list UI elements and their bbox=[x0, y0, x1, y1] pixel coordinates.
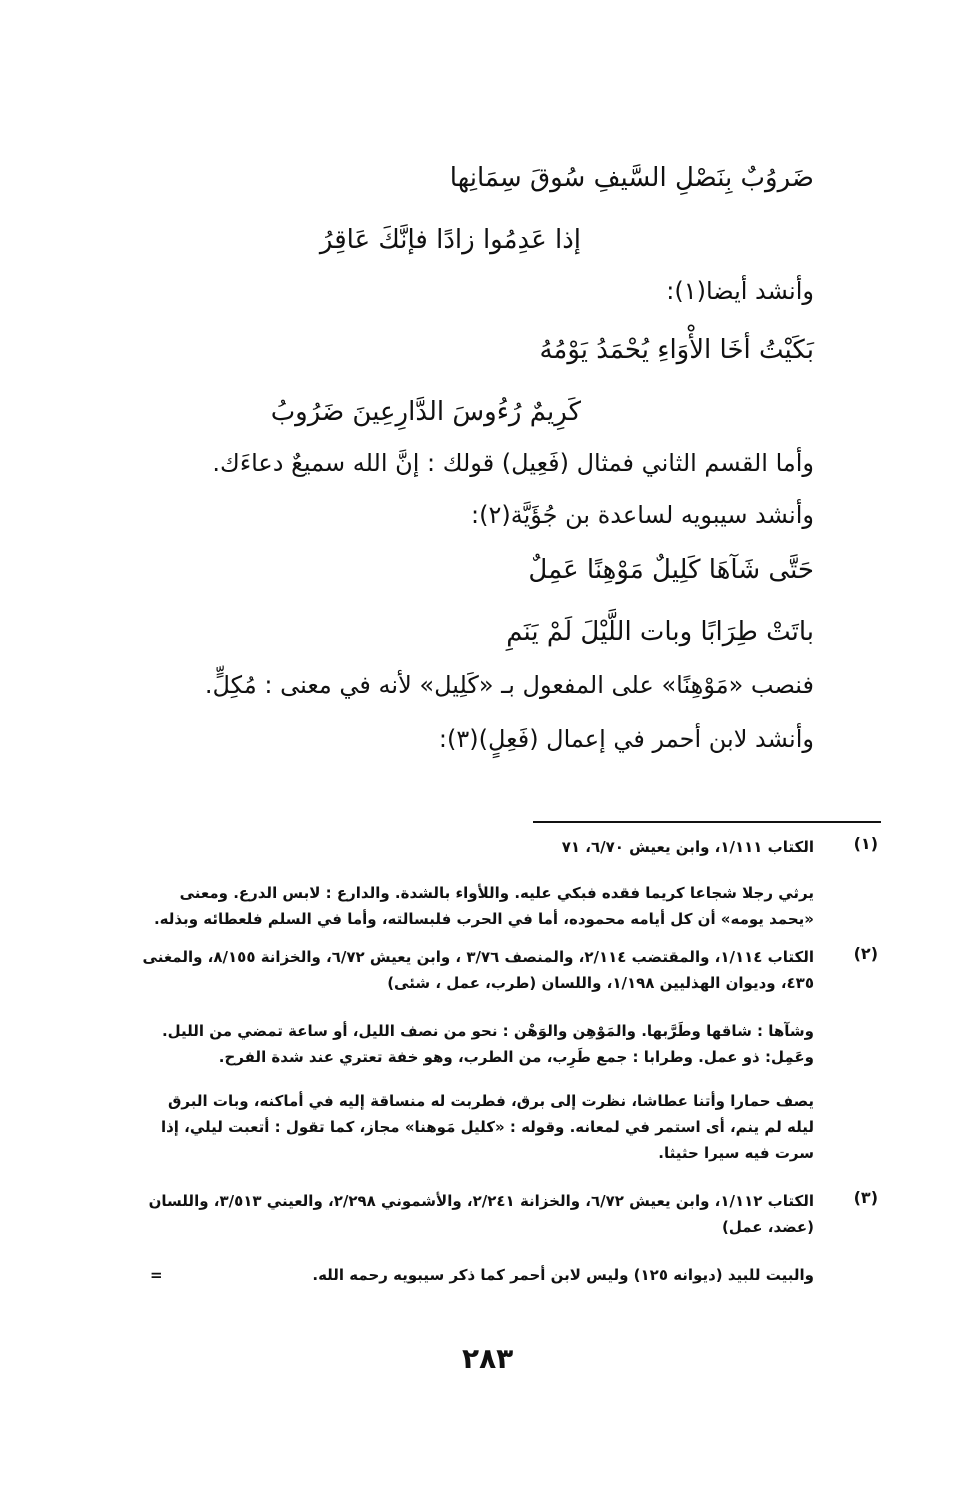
footnote-reference: الكتاب ١/١١٤، والمقتضب ٢/١١٤، والمنصف ٣/٧٦ ، وابن يعيش ٦/٧٢، والخزانة ٨/١٥٥، والمغنى ٤٣٥، وديوان الهذليين ١/١٩٨، واللسان (طرب، عمل ، شئى) bbox=[142, 948, 814, 992]
continuation-mark: = bbox=[150, 1266, 163, 1284]
text-line: وأنشد لابن أحمر في إعمال (فَعِلٍ)(٣): bbox=[438, 725, 814, 753]
verse-line: إذا عَدِمُوا زادًا فإنَّكَ عَاقِرُ bbox=[319, 225, 581, 255]
verse-line: حَتَّى شَآهَا كَلِيلٌ مَوْهِنًا عَمِلٌ bbox=[528, 555, 814, 585]
footnote-number: (١) bbox=[853, 834, 878, 853]
verse-line: ضَروُبٌ بِنَصْلِ السَّيفِ سُوقَ سِمَانِها bbox=[449, 163, 814, 193]
verse-line: كَرِيمٌ رُءُوسَ الدَّارِعِينَ ضَرُوبُ bbox=[270, 397, 581, 427]
footnote-body: وشآها : شاقها وطَرَّبها. والمَوْهِن والوَهْن : نحو من نصف الليل، أو ساعة تمضي من الليل. وعَمِل: ذو عمل. وطرابا : جمع طَرِب، من الطرب، وهو خفة تعتري عند شدة الفرح. bbox=[161, 1022, 814, 1066]
footnote-body: يرثي رجلا شجاعا كريما فقده فبكي عليه. واللأواء بالشدة. والدارع : لابس الدرع. ومعنى «يحمد يومه» أن كل أيامه محموده، أما في الحرب فلبسالته، وأما في السلم فلعطائه وبذله. bbox=[153, 884, 814, 928]
verse-line: بَكَيْتُ أخَا الأْوَاءِ يُحْمَدُ يَوْمُهُ bbox=[539, 335, 814, 365]
text-line: فنصب «مَوْهِنًا» على المفعول بـ «كَلِيل» لأنه في معنى : مُكِلٍّ. bbox=[204, 671, 814, 699]
footnote-divider bbox=[533, 821, 881, 823]
footnote-body: والبيت للبيد (ديوانه ١٢٥) وليس لابن أحمر كما ذكر سيبويه رحمه الله. bbox=[312, 1266, 814, 1284]
footnote-reference: الكتاب ١/١١١، وابن يعيش ٦/٧٠، ٧١ bbox=[561, 838, 814, 856]
text-line: وأنشد سيبويه لساعدة بن جُؤَيَّة(٢): bbox=[471, 501, 814, 529]
footnote-number: (٣) bbox=[853, 1188, 878, 1207]
verse-line: باتَتْ طِرَابًا وبات اللَّيْلَ لَمْ يَنَمِ bbox=[506, 617, 814, 647]
text-line: وأنشد أيضا(١): bbox=[666, 277, 814, 305]
footnote-body: يصف حمارا وأتنا عطاشا، نظرت إلى برق، فطربت له منساقة إليه في أماكنه، وبات البرق ليله لم ينم، أى استمر في لمعانه. وقوله : «كليل مَوهنا» مجاز، كما تقول : أتعبت ليلي، إذا سرت فيه سيرا حثيثا. bbox=[160, 1092, 814, 1162]
page-number: ٢٨٣ bbox=[462, 1342, 514, 1375]
footnote-reference: الكتاب ١/١١٢، وابن يعيش ٦/٧٢، والخزانة ٢/٢٤١، والأشموني ٢/٢٩٨، والعيني ٣/٥١٣، واللسان (عضد، عمل) bbox=[148, 1192, 814, 1236]
footnote-number: (٢) bbox=[853, 944, 878, 963]
text-line: وأما القسم الثاني فمثال (فَعِيل) قولك : إنَّ الله سميعٌ دعاءَك. bbox=[212, 449, 814, 477]
